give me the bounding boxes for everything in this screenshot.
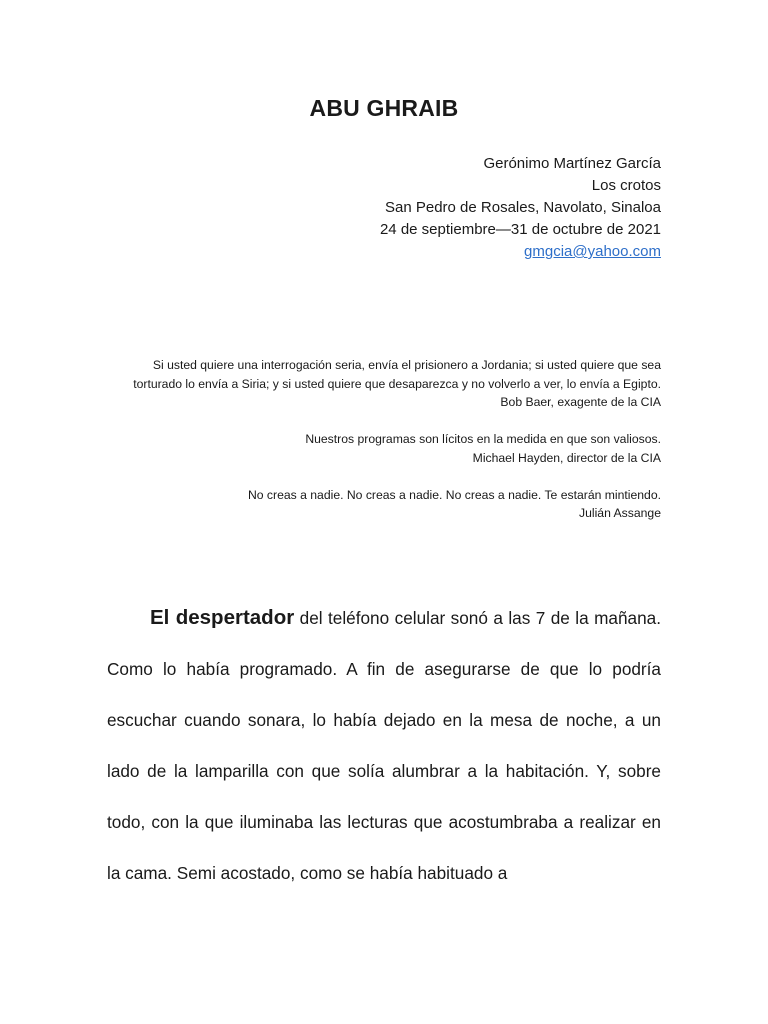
epigraph: [101, 430, 661, 467]
epigraph-quote: No creas a nadie. No creas a nadie. No creas a nadie. Te estarán mintiendo.: [247, 487, 661, 502]
epigraph-quote: Si usted quiere una interrogación seria, envía el prisionero a Jordania; si usted quiere que sea torturado lo envía a Siria; y si usted quiere que desaparezca y no volverlo a ver, lo envía a Egipto.: [133, 358, 661, 391]
place: San Pedro de Rosales, Navolato, Sinaloa: [384, 199, 661, 216]
epigraph-attribution: Julián Assange: [579, 506, 661, 520]
collection-name: Los crotos: [591, 177, 661, 194]
epigraph-quote: Nuestros programas son lícitos en la medida en que son valiosos.: [305, 432, 661, 446]
epigraph-attribution: Bob Baer, exagente de la CIA: [500, 395, 661, 409]
epigraphs: [101, 356, 661, 541]
body-text: [107, 592, 661, 899]
document-title: ABU GHRAIB: [309, 95, 459, 121]
email-link[interactable]: gmgcia@yahoo.com: [524, 243, 661, 260]
epigraph: [101, 356, 661, 412]
author-block: [380, 153, 661, 263]
body-paragraph: [107, 592, 661, 899]
author-name: Gerónimo Martínez García: [483, 155, 661, 172]
body-paragraph-text: del teléfono celular sonó a las 7 de la mañana. Como lo había programado. A fin de asegurarse de que lo podría escuchar cuando sonara, lo había dejado en la mesa de noche, a un lado de la lamparilla con que solía alumbrar a la habitación. Y, sobre todo, con la que iluminaba las lecturas que acostumbraba a realizar en la cama. Semi acostado, como se había habituado a: [107, 608, 661, 883]
epigraph: [101, 486, 661, 523]
epigraph-attribution: Michael Hayden, director de la CIA: [472, 450, 661, 465]
lead-in: El despertador: [150, 606, 295, 629]
dates: 24 de septiembre—31 de octubre de 2021: [379, 221, 661, 238]
